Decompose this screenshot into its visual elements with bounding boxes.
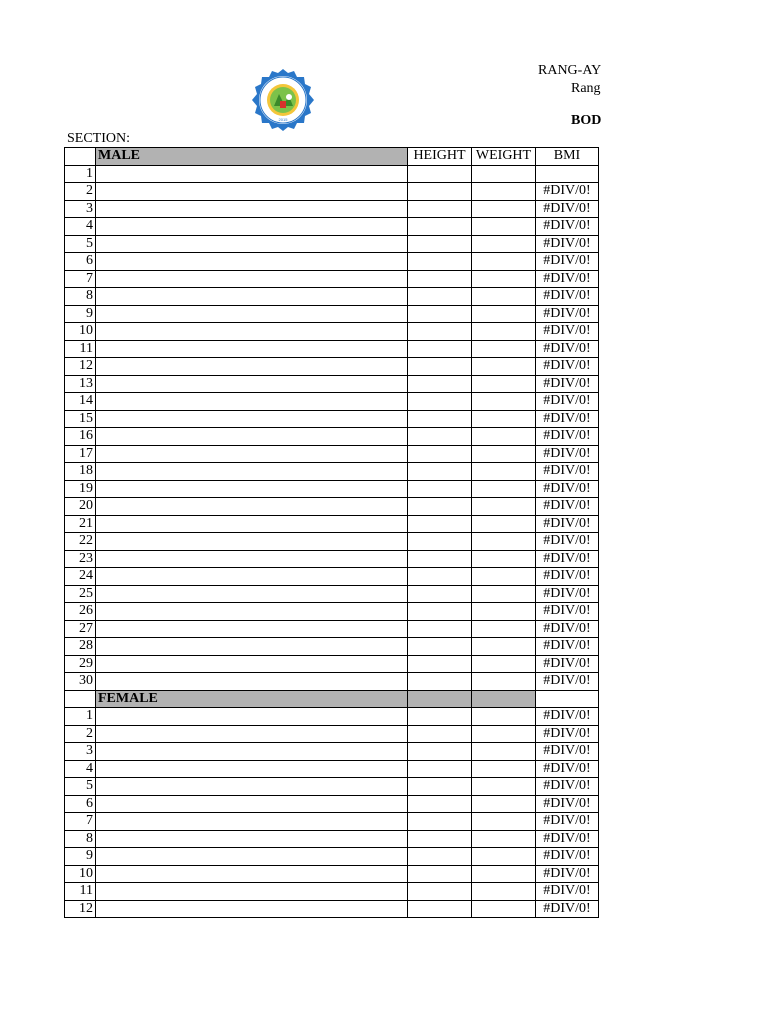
table-row: [65, 200, 599, 218]
row-number-cell: 13: [65, 375, 96, 393]
height-cell[interactable]: [408, 393, 472, 411]
name-cell[interactable]: [96, 708, 408, 726]
table-row: [65, 498, 599, 516]
name-cell[interactable]: [96, 830, 408, 848]
height-cell[interactable]: [408, 480, 472, 498]
table-row: [65, 165, 599, 183]
name-cell[interactable]: [96, 200, 408, 218]
height-cell[interactable]: [408, 428, 472, 446]
height-cell[interactable]: [408, 865, 472, 883]
table-row: [65, 708, 599, 726]
name-cell[interactable]: [96, 533, 408, 551]
name-cell[interactable]: [96, 480, 408, 498]
bmi-value-cell: #DIV/0!: [536, 515, 599, 533]
female-number-cell: [65, 690, 96, 708]
weight-cell[interactable]: [472, 445, 536, 463]
school-name: RANG-AY: [538, 63, 602, 78]
name-cell[interactable]: [96, 375, 408, 393]
weight-cell[interactable]: [472, 428, 536, 446]
row-number-cell: 16: [65, 428, 96, 446]
number-header-cell: [65, 148, 96, 166]
bmi-value-cell: #DIV/0!: [536, 638, 599, 656]
height-cell[interactable]: [408, 323, 472, 341]
bmi-value-cell: #DIV/0!: [536, 655, 599, 673]
name-cell[interactable]: [96, 183, 408, 201]
weight-cell[interactable]: [472, 393, 536, 411]
female-header-row: [65, 690, 599, 708]
bmi-table: [64, 147, 599, 918]
bmi-value-cell: #DIV/0!: [536, 900, 599, 918]
row-number-cell: 1: [65, 165, 96, 183]
table-row: [65, 725, 599, 743]
weight-cell[interactable]: [472, 638, 536, 656]
row-number-cell: 7: [65, 813, 96, 831]
row-number-cell: 19: [65, 480, 96, 498]
bmi-value-cell: [536, 165, 599, 183]
document-title: BOD: [571, 113, 602, 128]
height-cell[interactable]: [408, 358, 472, 376]
weight-cell[interactable]: [472, 515, 536, 533]
row-number-cell: 17: [65, 445, 96, 463]
bmi-value-cell: #DIV/0!: [536, 550, 599, 568]
weight-cell[interactable]: [472, 270, 536, 288]
weight-cell[interactable]: [472, 865, 536, 883]
table-row: [65, 375, 599, 393]
bmi-value-cell: #DIV/0!: [536, 830, 599, 848]
bmi-value-cell: #DIV/0!: [536, 883, 599, 901]
row-number-cell: 25: [65, 585, 96, 603]
bmi-value-cell: #DIV/0!: [536, 358, 599, 376]
bmi-value-cell: #DIV/0!: [536, 305, 599, 323]
weight-cell[interactable]: [472, 708, 536, 726]
name-cell[interactable]: [96, 463, 408, 481]
weight-cell[interactable]: [472, 830, 536, 848]
table-row: [65, 445, 599, 463]
table-row: [65, 428, 599, 446]
height-cell[interactable]: [408, 340, 472, 358]
female-weight-cell: [472, 690, 536, 708]
weight-cell[interactable]: [472, 218, 536, 236]
header-row: [65, 148, 599, 166]
bmi-value-cell: #DIV/0!: [536, 760, 599, 778]
height-cell[interactable]: [408, 270, 472, 288]
table-row: [65, 305, 599, 323]
weight-cell[interactable]: [472, 358, 536, 376]
row-number-cell: 1: [65, 708, 96, 726]
weight-cell[interactable]: [472, 463, 536, 481]
row-number-cell: 28: [65, 638, 96, 656]
height-cell[interactable]: [408, 725, 472, 743]
bmi-value-cell: #DIV/0!: [536, 778, 599, 796]
weight-cell[interactable]: [472, 673, 536, 691]
height-cell[interactable]: [408, 218, 472, 236]
weight-cell[interactable]: [472, 585, 536, 603]
row-number-cell: 11: [65, 883, 96, 901]
table-row: [65, 900, 599, 918]
row-number-cell: 7: [65, 270, 96, 288]
row-number-cell: 12: [65, 900, 96, 918]
name-cell[interactable]: [96, 515, 408, 533]
weight-cell[interactable]: [472, 165, 536, 183]
bmi-value-cell: #DIV/0!: [536, 533, 599, 551]
bmi-value-cell: #DIV/0!: [536, 323, 599, 341]
row-number-cell: 14: [65, 393, 96, 411]
bmi-value-cell: #DIV/0!: [536, 270, 599, 288]
table-row: [65, 323, 599, 341]
weight-cell[interactable]: [472, 323, 536, 341]
male-header-cell: MALE: [96, 148, 408, 166]
weight-cell[interactable]: [472, 305, 536, 323]
section-label: SECTION:: [67, 131, 130, 146]
name-cell[interactable]: [96, 778, 408, 796]
weight-cell[interactable]: [472, 568, 536, 586]
table-row: [65, 813, 599, 831]
row-number-cell: 4: [65, 760, 96, 778]
row-number-cell: 6: [65, 795, 96, 813]
name-cell[interactable]: [96, 813, 408, 831]
weight-cell[interactable]: [472, 620, 536, 638]
row-number-cell: 3: [65, 200, 96, 218]
table-row: [65, 235, 599, 253]
name-cell[interactable]: [96, 305, 408, 323]
weight-cell[interactable]: [472, 778, 536, 796]
name-cell[interactable]: [96, 410, 408, 428]
row-number-cell: 15: [65, 410, 96, 428]
table-row: [65, 183, 599, 201]
row-number-cell: 8: [65, 288, 96, 306]
name-cell[interactable]: [96, 795, 408, 813]
row-number-cell: 21: [65, 515, 96, 533]
table-row: [65, 848, 599, 866]
name-cell[interactable]: [96, 550, 408, 568]
height-cell[interactable]: [408, 200, 472, 218]
bmi-value-cell: #DIV/0!: [536, 428, 599, 446]
height-cell[interactable]: [408, 463, 472, 481]
table-row: [65, 795, 599, 813]
weight-cell[interactable]: [472, 533, 536, 551]
height-cell[interactable]: [408, 778, 472, 796]
height-cell[interactable]: [408, 288, 472, 306]
name-cell[interactable]: [96, 865, 408, 883]
table-row: [65, 778, 599, 796]
bmi-value-cell: #DIV/0!: [536, 393, 599, 411]
name-cell[interactable]: [96, 760, 408, 778]
name-cell[interactable]: [96, 603, 408, 621]
name-cell[interactable]: [96, 445, 408, 463]
bmi-value-cell: #DIV/0!: [536, 498, 599, 516]
height-cell[interactable]: [408, 655, 472, 673]
height-cell[interactable]: [408, 620, 472, 638]
row-number-cell: 24: [65, 568, 96, 586]
height-cell[interactable]: [408, 410, 472, 428]
row-number-cell: 30: [65, 673, 96, 691]
weight-cell[interactable]: [472, 253, 536, 271]
female-height-cell: [408, 690, 472, 708]
table-row: [65, 270, 599, 288]
row-number-cell: 2: [65, 725, 96, 743]
bmi-value-cell: #DIV/0!: [536, 568, 599, 586]
row-number-cell: 3: [65, 743, 96, 761]
weight-cell[interactable]: [472, 760, 536, 778]
bmi-value-cell: #DIV/0!: [536, 603, 599, 621]
height-cell[interactable]: [408, 305, 472, 323]
weight-cell[interactable]: [472, 848, 536, 866]
bmi-value-cell: #DIV/0!: [536, 375, 599, 393]
weight-cell[interactable]: [472, 725, 536, 743]
school-seal-logo: [245, 68, 321, 132]
name-cell[interactable]: [96, 883, 408, 901]
row-number-cell: 12: [65, 358, 96, 376]
height-cell[interactable]: [408, 830, 472, 848]
row-number-cell: 11: [65, 340, 96, 358]
height-cell[interactable]: [408, 795, 472, 813]
table-row: [65, 585, 599, 603]
height-cell[interactable]: [408, 883, 472, 901]
row-number-cell: 5: [65, 778, 96, 796]
table-row: [65, 288, 599, 306]
table-row: [65, 568, 599, 586]
row-number-cell: 9: [65, 848, 96, 866]
bmi-value-cell: #DIV/0!: [536, 480, 599, 498]
weight-cell[interactable]: [472, 655, 536, 673]
height-cell[interactable]: [408, 760, 472, 778]
table-row: [65, 743, 599, 761]
height-cell[interactable]: [408, 900, 472, 918]
height-cell[interactable]: [408, 183, 472, 201]
svg-text:2015: 2015: [278, 117, 288, 122]
weight-cell[interactable]: [472, 900, 536, 918]
name-cell[interactable]: [96, 585, 408, 603]
height-cell[interactable]: [408, 165, 472, 183]
table-row: [65, 883, 599, 901]
bmi-value-cell: #DIV/0!: [536, 725, 599, 743]
bmi-value-cell: #DIV/0!: [536, 813, 599, 831]
height-cell[interactable]: [408, 253, 472, 271]
row-number-cell: 29: [65, 655, 96, 673]
height-cell[interactable]: [408, 743, 472, 761]
height-cell[interactable]: [408, 813, 472, 831]
weight-cell[interactable]: [472, 375, 536, 393]
table-row: [65, 603, 599, 621]
bmi-header-cell: BMI: [536, 148, 599, 166]
height-cell[interactable]: [408, 568, 472, 586]
name-cell[interactable]: [96, 568, 408, 586]
table-row: [65, 410, 599, 428]
weight-cell[interactable]: [472, 235, 536, 253]
bmi-value-cell: #DIV/0!: [536, 620, 599, 638]
bmi-value-cell: #DIV/0!: [536, 253, 599, 271]
table-row: [65, 463, 599, 481]
name-cell[interactable]: [96, 323, 408, 341]
name-cell[interactable]: [96, 655, 408, 673]
height-cell[interactable]: [408, 848, 472, 866]
bmi-value-cell: #DIV/0!: [536, 183, 599, 201]
row-number-cell: 26: [65, 603, 96, 621]
female-header-cell: FEMALE: [96, 690, 408, 708]
row-number-cell: 10: [65, 323, 96, 341]
bmi-value-cell: #DIV/0!: [536, 848, 599, 866]
bmi-value-cell: #DIV/0!: [536, 743, 599, 761]
row-number-cell: 20: [65, 498, 96, 516]
table-row: [65, 218, 599, 236]
bmi-value-cell: #DIV/0!: [536, 585, 599, 603]
table-row: [65, 550, 599, 568]
bmi-value-cell: #DIV/0!: [536, 708, 599, 726]
height-cell[interactable]: [408, 375, 472, 393]
weight-cell[interactable]: [472, 883, 536, 901]
table-row: [65, 393, 599, 411]
row-number-cell: 9: [65, 305, 96, 323]
bmi-value-cell: #DIV/0!: [536, 200, 599, 218]
table-row: [65, 830, 599, 848]
name-cell[interactable]: [96, 673, 408, 691]
height-cell[interactable]: [408, 708, 472, 726]
name-cell[interactable]: [96, 165, 408, 183]
row-number-cell: 6: [65, 253, 96, 271]
weight-cell[interactable]: [472, 410, 536, 428]
table-row: [65, 620, 599, 638]
height-cell[interactable]: [408, 498, 472, 516]
female-bmi-cell: [536, 690, 599, 708]
table-row: [65, 340, 599, 358]
name-cell[interactable]: [96, 498, 408, 516]
name-cell[interactable]: [96, 848, 408, 866]
table-row: [65, 655, 599, 673]
bmi-value-cell: #DIV/0!: [536, 235, 599, 253]
name-cell[interactable]: [96, 218, 408, 236]
name-cell[interactable]: [96, 620, 408, 638]
height-cell[interactable]: [408, 235, 472, 253]
height-cell[interactable]: [408, 550, 472, 568]
table-row: [65, 865, 599, 883]
name-cell[interactable]: [96, 340, 408, 358]
bmi-value-cell: #DIV/0!: [536, 218, 599, 236]
row-number-cell: 5: [65, 235, 96, 253]
bmi-value-cell: #DIV/0!: [536, 410, 599, 428]
table-row: [65, 515, 599, 533]
bmi-value-cell: #DIV/0!: [536, 445, 599, 463]
bmi-value-cell: #DIV/0!: [536, 340, 599, 358]
row-number-cell: 18: [65, 463, 96, 481]
row-number-cell: 2: [65, 183, 96, 201]
weight-cell[interactable]: [472, 795, 536, 813]
row-number-cell: 8: [65, 830, 96, 848]
height-cell[interactable]: [408, 515, 472, 533]
weight-header-cell: WEIGHT: [472, 148, 536, 166]
weight-cell[interactable]: [472, 550, 536, 568]
height-cell[interactable]: [408, 603, 472, 621]
row-number-cell: 23: [65, 550, 96, 568]
table-row: [65, 673, 599, 691]
weight-cell[interactable]: [472, 288, 536, 306]
table-row: [65, 533, 599, 551]
name-cell[interactable]: [96, 235, 408, 253]
bmi-value-cell: #DIV/0!: [536, 288, 599, 306]
height-cell[interactable]: [408, 533, 472, 551]
name-cell[interactable]: [96, 270, 408, 288]
name-cell[interactable]: [96, 358, 408, 376]
weight-cell[interactable]: [472, 813, 536, 831]
name-cell[interactable]: [96, 743, 408, 761]
height-header-cell: HEIGHT: [408, 148, 472, 166]
name-cell[interactable]: [96, 288, 408, 306]
weight-cell[interactable]: [472, 340, 536, 358]
bmi-value-cell: #DIV/0!: [536, 463, 599, 481]
school-address: Rang: [571, 81, 601, 96]
table-row: [65, 760, 599, 778]
name-cell[interactable]: [96, 253, 408, 271]
height-cell[interactable]: [408, 445, 472, 463]
table-row: [65, 358, 599, 376]
weight-cell[interactable]: [472, 498, 536, 516]
name-cell[interactable]: [96, 900, 408, 918]
bmi-value-cell: #DIV/0!: [536, 673, 599, 691]
height-cell[interactable]: [408, 585, 472, 603]
height-cell[interactable]: [408, 638, 472, 656]
bmi-value-cell: #DIV/0!: [536, 795, 599, 813]
weight-cell[interactable]: [472, 743, 536, 761]
row-number-cell: 27: [65, 620, 96, 638]
height-cell[interactable]: [408, 673, 472, 691]
row-number-cell: 10: [65, 865, 96, 883]
weight-cell[interactable]: [472, 603, 536, 621]
row-number-cell: 22: [65, 533, 96, 551]
name-cell[interactable]: [96, 638, 408, 656]
weight-cell[interactable]: [472, 200, 536, 218]
name-cell[interactable]: [96, 725, 408, 743]
table-row: [65, 253, 599, 271]
weight-cell[interactable]: [472, 480, 536, 498]
weight-cell[interactable]: [472, 183, 536, 201]
row-number-cell: 4: [65, 218, 96, 236]
table-row: [65, 480, 599, 498]
table-row: [65, 638, 599, 656]
name-cell[interactable]: [96, 393, 408, 411]
name-cell[interactable]: [96, 428, 408, 446]
bmi-value-cell: #DIV/0!: [536, 865, 599, 883]
